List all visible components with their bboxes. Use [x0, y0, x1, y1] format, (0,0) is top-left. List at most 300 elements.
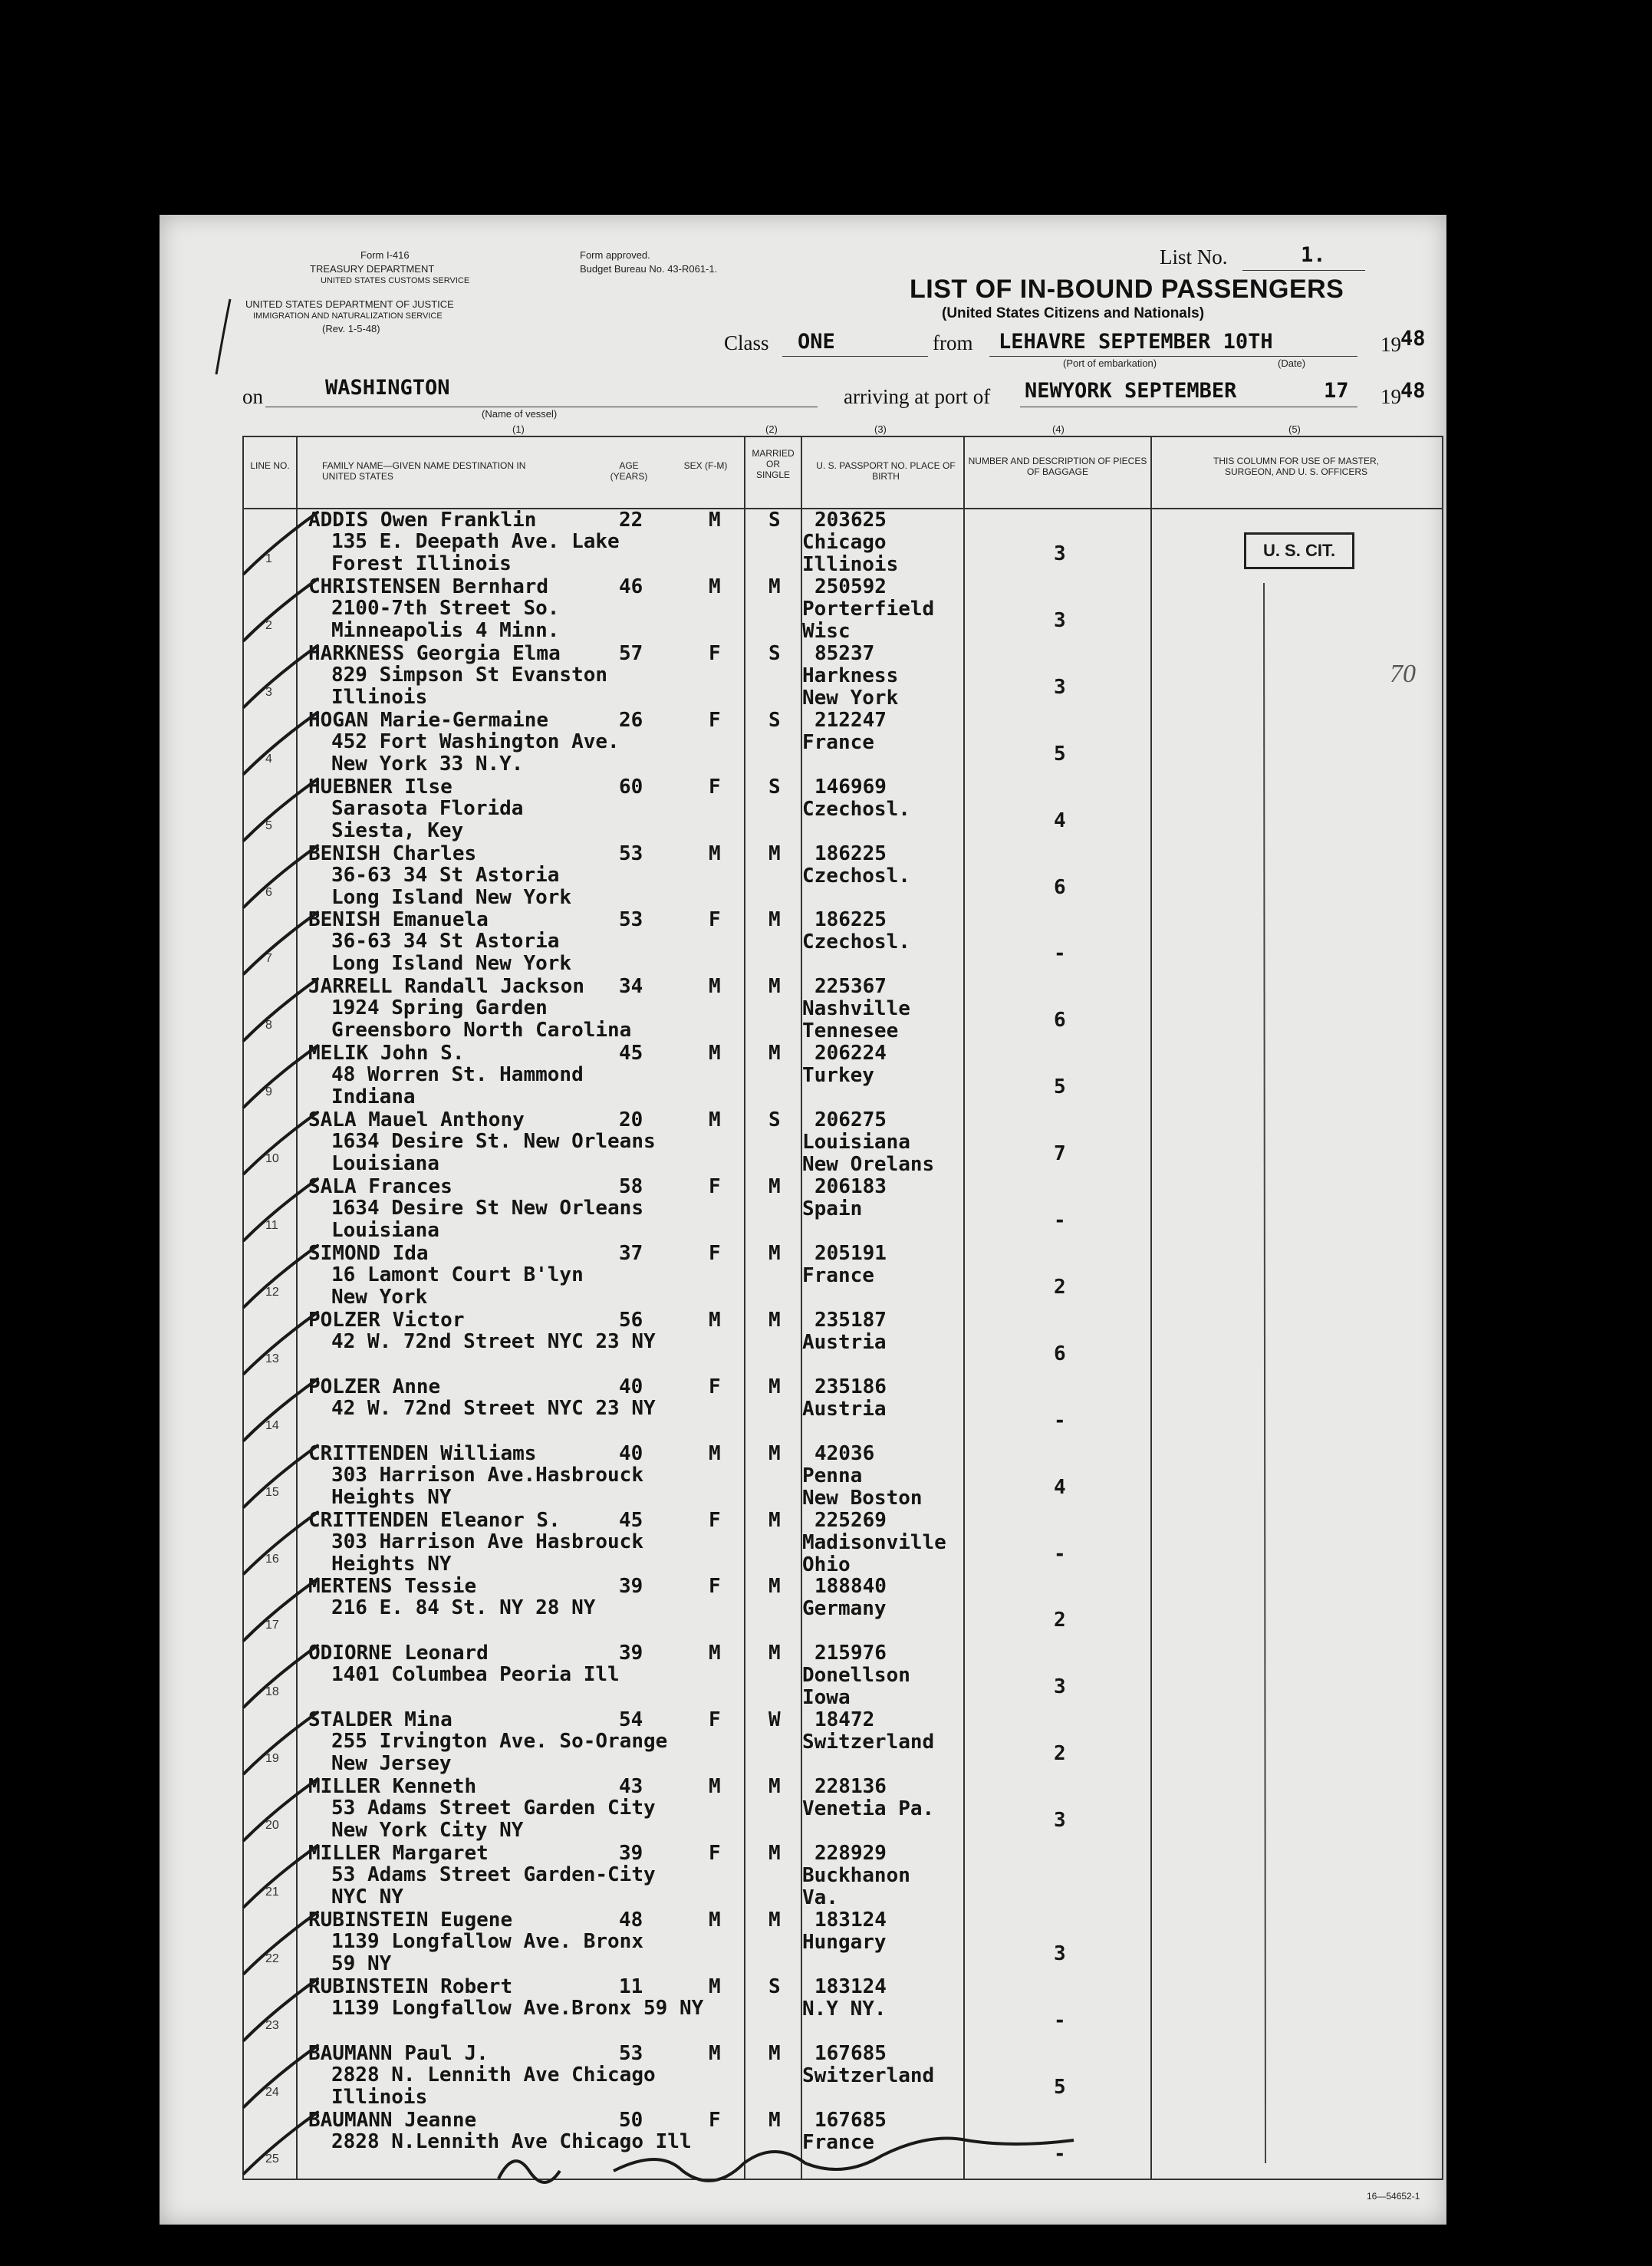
passenger-name: HOGAN Marie-Germaine	[308, 708, 549, 732]
passenger-address: 1139 Longfallow Ave. Bronx	[331, 1929, 643, 1953]
check-mark	[244, 2113, 318, 2174]
passenger-address: Indiana	[331, 1085, 416, 1109]
check-mark	[244, 1579, 318, 1640]
passenger-sex: F	[709, 708, 721, 732]
passenger-sex: M	[709, 509, 721, 532]
passenger-marital: S	[768, 509, 781, 532]
passenger-address: 16 Lamont Court B'lyn	[331, 1263, 584, 1286]
place-of-birth: Germany	[802, 1597, 887, 1621]
passenger-name: SIMOND Ida	[308, 1241, 429, 1265]
passenger-address: 303 Harrison Ave.Hasbrouck	[331, 1463, 643, 1487]
passenger-address: Siesta, Key	[331, 818, 464, 842]
check-mark	[244, 1112, 318, 1174]
passenger-address: 829 Simpson St Evanston	[331, 663, 608, 687]
passenger-address: Heights NY	[331, 1552, 452, 1576]
line-number: 21	[265, 1886, 279, 1899]
passenger-marital: S	[768, 708, 781, 732]
check-mark	[244, 1779, 318, 1840]
baggage-count: 5	[1054, 742, 1066, 766]
on-label: on	[242, 385, 263, 408]
place-of-birth: Ohio	[802, 1553, 851, 1576]
place-of-birth: Chicago	[802, 531, 887, 554]
line-number: 1	[265, 552, 272, 565]
check-mark	[244, 646, 318, 707]
passport-number: 250592	[814, 575, 887, 598]
passenger-address: Minneapolis 4 Minn.	[331, 618, 560, 642]
passenger-address: 1634 Desire St. New Orleans	[331, 1130, 656, 1154]
vessel-name: WASHINGTON	[325, 376, 450, 400]
place-of-birth: Turkey	[802, 1064, 874, 1088]
col-head-married: MARRIED OR SINGLE	[752, 448, 795, 480]
passenger-address: New York	[331, 1285, 428, 1309]
passenger-marital: M	[768, 1775, 781, 1799]
check-mark	[244, 1446, 318, 1507]
passenger-address: Long Island New York	[331, 885, 572, 909]
passenger-marital: S	[768, 1108, 781, 1132]
col-head-baggage: NUMBER AND DESCRIPTION OF PIECES OF BAGGAGE	[968, 456, 1147, 477]
passport-number: 186225	[814, 908, 887, 932]
passenger-marital: M	[768, 2108, 781, 2132]
passenger-address: Illinois	[331, 2085, 428, 2109]
passenger-age: 37	[619, 1241, 643, 1265]
place-of-birth: Madisonville	[802, 1530, 946, 1554]
line-number: 15	[265, 1485, 279, 1499]
baggage-count: 3	[1054, 542, 1066, 565]
justice-dept: UNITED STATES DEPARTMENT OF JUSTICE	[245, 298, 454, 310]
passenger-name: ODIORNE Leonard	[308, 1642, 489, 1665]
from-label: from	[933, 331, 973, 354]
passport-number: 183124	[814, 1908, 887, 1932]
place-of-birth: Penna	[802, 1464, 863, 1487]
arriving-port: NEWYORK SEPTEMBER	[1025, 379, 1237, 403]
check-mark	[244, 779, 318, 841]
check-mark	[244, 1379, 318, 1441]
customs-service: UNITED STATES CUSTOMS SERVICE	[321, 276, 470, 285]
passport-number: 225269	[814, 1508, 887, 1532]
passenger-marital: M	[768, 908, 781, 932]
passenger-age: 46	[619, 575, 643, 598]
passport-number: 206275	[814, 1108, 887, 1132]
line-number: 11	[265, 1219, 278, 1232]
passenger-marital: M	[768, 2041, 781, 2065]
passenger-address: 216 E. 84 St. NY 28 NY	[331, 1596, 596, 1620]
passenger-sex: F	[709, 2108, 721, 2132]
passenger-age: 50	[619, 2108, 643, 2132]
passenger-sex: M	[709, 1975, 721, 1998]
passport-number: 18472	[814, 1708, 875, 1732]
baggage-count: 2	[1054, 1275, 1066, 1299]
margin-bracket	[1264, 583, 1265, 2163]
passenger-name: BAUMANN Jeanne	[308, 2108, 477, 2132]
passenger-address: 303 Harrison Ave Hasbrouck	[331, 1530, 643, 1553]
passenger-age: 40	[619, 1441, 643, 1465]
passenger-address: New Jersey	[331, 1752, 452, 1776]
passenger-address: 2828 N.Lennith Ave Chicago Ill	[331, 2129, 692, 2153]
passenger-age: 40	[619, 1375, 643, 1398]
check-mark	[244, 1979, 318, 2040]
passport-number: 42036	[814, 1441, 875, 1465]
passenger-name: SALA Frances	[308, 1175, 452, 1198]
passenger-name: CRITTENDEN Williams	[308, 1441, 537, 1465]
passenger-address: 36-63 34 St Astoria	[331, 863, 560, 887]
passenger-address: 42 W. 72nd Street NYC 23 NY	[331, 1329, 656, 1353]
place-of-birth: Louisiana	[802, 1131, 910, 1154]
passenger-age: 20	[619, 1108, 643, 1132]
check-mark	[244, 846, 318, 907]
baggage-count: 4	[1054, 1475, 1066, 1499]
passenger-name: HARKNESS Georgia Elma	[308, 641, 561, 665]
check-mark	[244, 1712, 318, 1774]
baggage-count: 5	[1054, 2075, 1066, 2099]
place-of-birth: Switzerland	[802, 1731, 935, 1754]
baggage-count: 5	[1054, 1075, 1066, 1099]
budget-bureau: Budget Bureau No. 43-R061-1.	[580, 263, 718, 275]
passenger-name: BENISH Emanuela	[308, 908, 489, 932]
line-number: 13	[265, 1352, 279, 1365]
passenger-name: JARRELL Randall Jackson	[308, 975, 585, 999]
place-of-birth: Hungary	[802, 1930, 887, 1954]
passenger-marital: M	[768, 1441, 781, 1465]
passenger-sex: M	[709, 1908, 721, 1932]
passport-number: 205191	[814, 1241, 887, 1265]
passenger-address: Louisiana	[331, 1152, 439, 1176]
passenger-address: Louisiana	[331, 1219, 439, 1242]
passenger-sex: F	[709, 1375, 721, 1398]
passport-number: 167685	[814, 2041, 887, 2065]
passenger-name: BAUMANN Paul J.	[308, 2041, 489, 2065]
line-number: 4	[265, 752, 272, 766]
check-mark	[244, 1179, 318, 1240]
check-mark	[244, 1046, 318, 1107]
place-of-birth: Wisc	[802, 619, 851, 643]
passenger-age: 39	[619, 1642, 643, 1665]
passenger-age: 34	[619, 975, 643, 999]
form-title: LIST OF IN-BOUND PASSENGERS	[910, 275, 1344, 304]
passenger-sex: F	[709, 641, 721, 665]
col-head-family: FAMILY NAME—GIVEN NAME DESTINATION IN UNITED STATES	[322, 460, 526, 482]
place-of-birth: Harkness	[802, 664, 899, 687]
col-head-line: LINE NO.	[250, 460, 290, 471]
passenger-sex: F	[709, 1708, 721, 1732]
baggage-count: 3	[1054, 1942, 1066, 1965]
passenger-address: 1634 Desire St New Orleans	[331, 1197, 643, 1220]
line-number: 10	[265, 1152, 279, 1166]
list-no-value: 1.	[1301, 243, 1326, 267]
passenger-address: New York 33 N.Y.	[331, 752, 524, 776]
baggage-count: -	[1054, 2142, 1066, 2166]
passenger-name: HUEBNER Ilse	[308, 775, 452, 799]
passenger-sex: M	[709, 842, 721, 865]
place-of-birth: Austria	[802, 1397, 887, 1421]
passport-number: 215976	[814, 1642, 887, 1665]
line-number: 7	[265, 952, 272, 966]
baggage-count: 2	[1054, 1742, 1066, 1766]
from-value: LEHAVRE SEPTEMBER 10TH	[999, 330, 1273, 354]
margin-pen-stroke	[216, 299, 230, 374]
signature-scribble	[499, 2139, 1074, 2183]
baggage-count: -	[1054, 2008, 1066, 2032]
check-mark	[244, 1846, 318, 1907]
passenger-marital: S	[768, 1975, 781, 1998]
passenger-age: 22	[619, 509, 643, 532]
passenger-name: ADDIS Owen Franklin	[308, 509, 537, 532]
line-number: 18	[265, 1685, 279, 1699]
passenger-name: MERTENS Tessie	[308, 1575, 477, 1599]
passenger-marital: M	[768, 1308, 781, 1332]
from-year-prefix: 19	[1381, 333, 1401, 356]
passenger-sex: F	[709, 775, 721, 799]
place-of-birth: Tennesee	[802, 1019, 899, 1043]
col-num-5: (5)	[1288, 423, 1301, 435]
passenger-sex: M	[709, 575, 721, 598]
passenger-marital: M	[768, 975, 781, 999]
passenger-name: MELIK John S.	[308, 1042, 465, 1065]
passenger-marital: M	[768, 1375, 781, 1398]
line-number: 20	[265, 1819, 279, 1833]
arriving-year-prefix: 19	[1381, 385, 1401, 408]
baggage-count: 3	[1054, 1809, 1066, 1833]
line-number: 9	[265, 1085, 272, 1099]
check-mark	[244, 979, 318, 1040]
passenger-sex: M	[709, 1308, 721, 1332]
passenger-sex: M	[709, 1108, 721, 1132]
passenger-marital: M	[768, 575, 781, 598]
passenger-marital: W	[768, 1708, 781, 1732]
passport-number: 206224	[814, 1042, 887, 1065]
place-of-birth: Nashville	[802, 997, 910, 1021]
place-of-birth: France	[802, 1263, 874, 1287]
place-of-birth: Czechosl.	[802, 797, 910, 821]
col-head-passport: U. S. PASSPORT NO. PLACE OF BIRTH	[816, 460, 956, 482]
class-value: ONE	[798, 330, 835, 354]
place-of-birth: France	[802, 730, 874, 754]
passenger-age: 26	[619, 708, 643, 732]
place-of-birth: New Boston	[802, 1486, 923, 1510]
arriving-year: 48	[1400, 379, 1426, 403]
baggage-count: 7	[1054, 1142, 1066, 1166]
line-number: 25	[265, 2152, 279, 2166]
col-head-officers: THIS COLUMN FOR USE OF MASTER, SURGEON, AND U. S. OFFICERS	[1213, 456, 1379, 477]
passenger-address: 48 Worren St. Hammond	[331, 1063, 584, 1087]
passenger-age: 48	[619, 1908, 643, 1932]
passenger-address: 2100-7th Street So.	[331, 596, 560, 620]
baggage-count: 3	[1054, 1675, 1066, 1699]
passport-number: 225367	[814, 975, 887, 999]
passenger-name: MILLER Margaret	[308, 1842, 489, 1865]
passport-number: 183124	[814, 1975, 887, 1998]
line-number: 23	[265, 2018, 279, 2032]
passenger-name: BENISH Charles	[308, 842, 477, 865]
passenger-age: 45	[619, 1508, 643, 1532]
col-num-3: (3)	[874, 423, 887, 435]
check-mark	[244, 912, 318, 973]
baggage-count: 2	[1054, 1609, 1066, 1632]
baggage-count: -	[1054, 1542, 1066, 1566]
passenger-sex: F	[709, 1508, 721, 1532]
passenger-age: 60	[619, 775, 643, 799]
line-number: 14	[265, 1418, 279, 1432]
passenger-marital: M	[768, 1042, 781, 1065]
ins-service: IMMIGRATION AND NATURALIZATION SERVICE	[253, 311, 443, 321]
passenger-name: POLZER Anne	[308, 1375, 441, 1398]
passenger-address: 53 Adams Street Garden-City	[331, 1863, 656, 1886]
col-num-2: (2)	[765, 423, 778, 435]
place-of-birth: New York	[802, 686, 899, 710]
passenger-sex: M	[709, 2041, 721, 2065]
passenger-marital: M	[768, 1575, 781, 1599]
passport-number: 228136	[814, 1775, 887, 1799]
check-mark	[244, 1513, 318, 1574]
passenger-marital: S	[768, 775, 781, 799]
place-of-birth: Iowa	[802, 1686, 851, 1710]
col-head-sex: SEX (F-M)	[683, 460, 728, 471]
us-citizen-stamp: U. S. CIT.	[1244, 532, 1354, 569]
passenger-name: RUBINSTEIN Eugene	[308, 1908, 513, 1932]
form-approved: Form approved.	[580, 249, 650, 261]
passenger-sex: F	[709, 1241, 721, 1265]
passenger-sex: F	[709, 908, 721, 932]
col-num-1: (1)	[512, 423, 525, 435]
passenger-age: 45	[619, 1042, 643, 1065]
passenger-marital: S	[768, 641, 781, 665]
line-number: 19	[265, 1752, 279, 1766]
date-caption: (Date)	[1278, 357, 1306, 369]
place-of-birth: Czechosl.	[802, 864, 910, 888]
class-label: Class	[724, 331, 769, 354]
form-subtitle: (United States Citizens and Nationals)	[942, 305, 1205, 321]
check-mark	[244, 1912, 318, 1974]
place-of-birth: New Orelans	[802, 1153, 935, 1177]
place-of-birth: Buckhanon	[802, 1864, 910, 1887]
line-number: 5	[265, 818, 272, 832]
passenger-marital: M	[768, 1642, 781, 1665]
passenger-sex: M	[709, 975, 721, 999]
passenger-age: 39	[619, 1575, 643, 1599]
line-number: 24	[265, 2085, 279, 2099]
passenger-address: New York City NY	[331, 1819, 524, 1843]
passenger-marital: M	[768, 1508, 781, 1532]
passport-number: 228929	[814, 1842, 887, 1865]
check-mark	[244, 579, 318, 641]
treasury-dept: TREASURY DEPARTMENT	[310, 263, 435, 275]
line-number: 3	[265, 685, 272, 699]
passenger-age: 39	[619, 1842, 643, 1865]
arriving-day: 17	[1324, 379, 1349, 403]
check-mark	[244, 713, 318, 774]
port-embark-caption: (Port of embarkation)	[1063, 357, 1157, 369]
passport-number: 85237	[814, 641, 875, 665]
line-number: 22	[265, 1951, 279, 1965]
passenger-age: 53	[619, 2041, 643, 2065]
passenger-sex: M	[709, 1642, 721, 1665]
place-of-birth: Illinois	[802, 553, 899, 576]
passport-number: 212247	[814, 708, 887, 732]
passenger-address: 1924 Spring Garden	[331, 996, 548, 1020]
passenger-name: MILLER Kenneth	[308, 1775, 477, 1799]
passenger-sex: M	[709, 1441, 721, 1465]
place-of-birth: Porterfield	[802, 597, 935, 621]
col-num-4: (4)	[1052, 423, 1065, 435]
passport-number: 186225	[814, 842, 887, 865]
place-of-birth: Austria	[802, 1330, 887, 1354]
place-of-birth: Spain	[802, 1197, 863, 1220]
passenger-marital: M	[768, 842, 781, 865]
passenger-age: 58	[619, 1175, 643, 1198]
passenger-address: 1139 Longfallow Ave.Bronx 59 NY	[331, 1996, 704, 2020]
passport-number: 203625	[814, 509, 887, 532]
baggage-count: 6	[1054, 1342, 1066, 1365]
baggage-count: 6	[1054, 875, 1066, 899]
passenger-marital: M	[768, 1241, 781, 1265]
passport-number: 235187	[814, 1308, 887, 1332]
col-head-age: AGE (YEARS)	[610, 460, 648, 482]
list-no-label: List No.	[1160, 245, 1228, 268]
line-number: 12	[265, 1285, 279, 1299]
passenger-address: 2828 N. Lennith Ave Chicago	[331, 2063, 656, 2086]
baggage-count: 4	[1054, 809, 1066, 832]
passenger-address: Greensboro North Carolina	[331, 1019, 632, 1042]
line-number: 6	[265, 885, 272, 899]
place-of-birth: Va.	[802, 1886, 838, 1909]
line-number: 17	[265, 1619, 279, 1632]
passenger-name: POLZER Victor	[308, 1308, 465, 1332]
passport-number: 206183	[814, 1175, 887, 1198]
passenger-age: 56	[619, 1308, 643, 1332]
check-mark	[244, 1313, 318, 1374]
passenger-address: 255 Irvington Ave. So-Orange	[331, 1730, 668, 1754]
handwritten-annotation: 70	[1390, 660, 1416, 688]
passenger-address: Illinois	[331, 685, 428, 709]
line-number: 2	[265, 618, 272, 632]
passenger-sex: M	[709, 1775, 721, 1799]
passenger-name: CRITTENDEN Eleanor S.	[308, 1508, 561, 1532]
passenger-sex: F	[709, 1842, 721, 1865]
arriving-label: arriving at port of	[844, 385, 991, 408]
passenger-address: 452 Fort Washington Ave.	[331, 730, 620, 753]
passenger-age: 54	[619, 1708, 643, 1732]
line-number: 16	[265, 1552, 279, 1566]
check-mark	[244, 2046, 318, 2107]
passenger-marital: M	[768, 1175, 781, 1198]
passenger-address: Long Island New York	[331, 952, 572, 976]
passenger-address: 59 NY	[331, 1951, 392, 1975]
passenger-sex: F	[709, 1175, 721, 1198]
passenger-address: 53 Adams Street Garden City	[331, 1797, 656, 1820]
baggage-count: -	[1054, 942, 1066, 966]
passenger-name: SALA Mauel Anthony	[308, 1108, 525, 1132]
passenger-sex: F	[709, 1575, 721, 1599]
passenger-age: 11	[619, 1975, 643, 1998]
passenger-age: 53	[619, 908, 643, 932]
passenger-address: 42 W. 72nd Street NYC 23 NY	[331, 1396, 656, 1420]
passenger-address: Sarasota Florida	[331, 796, 524, 820]
line-number: 8	[265, 1019, 272, 1033]
baggage-count: 6	[1054, 1009, 1066, 1033]
passport-number: 146969	[814, 775, 887, 799]
passenger-address: 1401 Columbea Peoria Ill	[331, 1663, 620, 1687]
passenger-name: CHRISTENSEN Bernhard	[308, 575, 549, 598]
passenger-marital: M	[768, 1908, 781, 1932]
baggage-count: 3	[1054, 675, 1066, 699]
passenger-address: NYC NY	[331, 1886, 403, 1909]
passport-number: 188840	[814, 1575, 887, 1599]
passenger-address: Heights NY	[331, 1485, 452, 1509]
passenger-name: STALDER Mina	[308, 1708, 452, 1732]
passenger-name: RUBINSTEIN Robert	[308, 1975, 513, 1998]
place-of-birth: Donellson	[802, 1664, 910, 1688]
passport-number: 167685	[814, 2108, 887, 2132]
place-of-birth: Venetia Pa.	[802, 1797, 935, 1821]
